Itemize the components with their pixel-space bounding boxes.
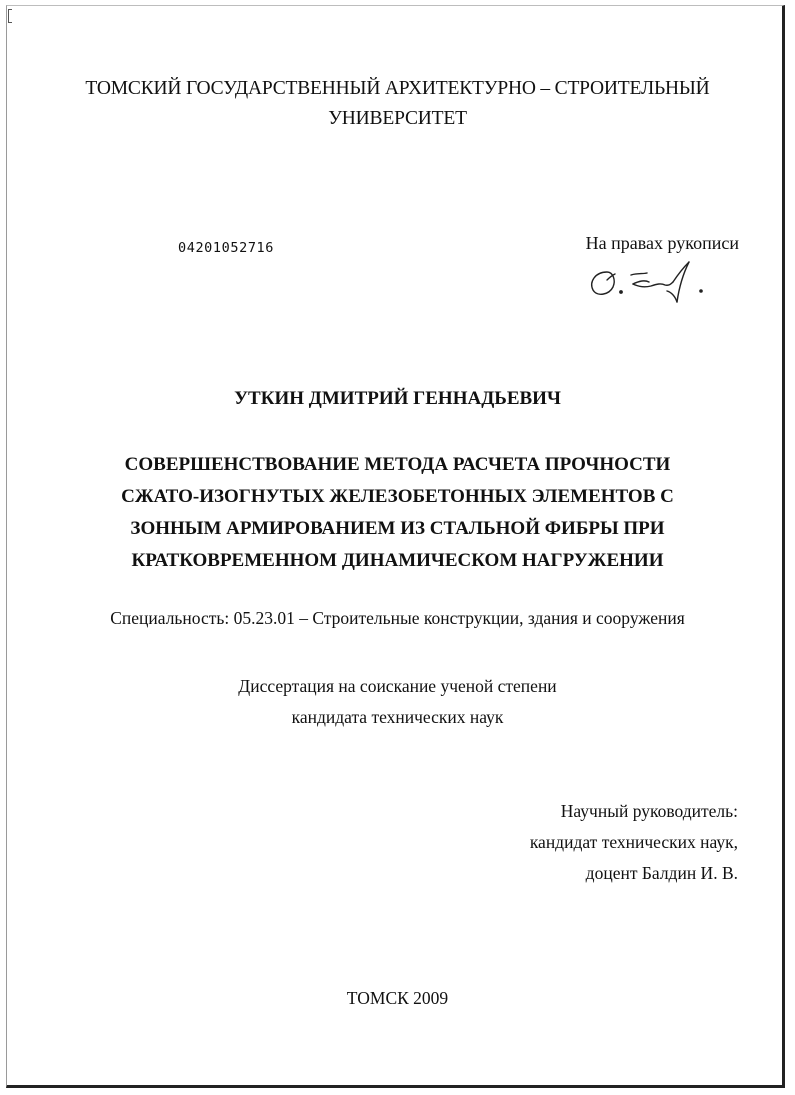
rights-note: На правах рукописи xyxy=(585,233,739,253)
university-line-1: ТОМСКИЙ ГОСУДАРСТВЕННЫЙ АРХИТЕКТУРНО – СТРОИТЕЛЬНЫЙ xyxy=(85,78,710,99)
supervisor-degree: кандидат технических наук, xyxy=(529,832,738,852)
document-code: 04201052716 xyxy=(178,240,275,256)
title-line: КРАТКОВРЕМЕННОМ ДИНАМИЧЕСКОМ НАГРУЖЕНИИ xyxy=(131,550,664,571)
supervisor-label: Научный руководитель: xyxy=(560,801,738,821)
specialty-line: Специальность: 05.23.01 – Строительные конструкции, здания и сооружения xyxy=(110,608,685,628)
title-line: СЖАТО-ИЗОГНУТЫХ ЖЕЛЕЗОБЕТОННЫХ ЭЛЕМЕНТОВ С xyxy=(121,486,674,507)
university-header xyxy=(0,74,795,134)
supervisor-block xyxy=(530,796,738,889)
scan-corner-mark xyxy=(8,9,12,23)
author-name: УТКИН ДМИТРИЙ ГЕННАДЬЕВИЧ xyxy=(234,388,561,409)
city-year: ТОМСК 2009 xyxy=(346,988,449,1008)
degree-line-1: Диссертация на соискание ученой степени xyxy=(238,676,557,696)
university-line-2: УНИВЕРСИТЕТ xyxy=(328,108,467,129)
signature-icon xyxy=(585,258,715,308)
title-line: СОВЕРШЕНСТВОВАНИЕ МЕТОДА РАСЧЕТА ПРОЧНОСТИ xyxy=(124,454,671,475)
title-line: ЗОННЫМ АРМИРОВАНИЕМ ИЗ СТАЛЬНОЙ ФИБРЫ ПРИ xyxy=(130,518,665,539)
degree-statement xyxy=(0,671,795,733)
dissertation-title xyxy=(0,449,795,577)
supervisor-name: доцент Балдин И. В. xyxy=(585,863,738,883)
degree-line-2: кандидата технических наук xyxy=(291,707,504,727)
